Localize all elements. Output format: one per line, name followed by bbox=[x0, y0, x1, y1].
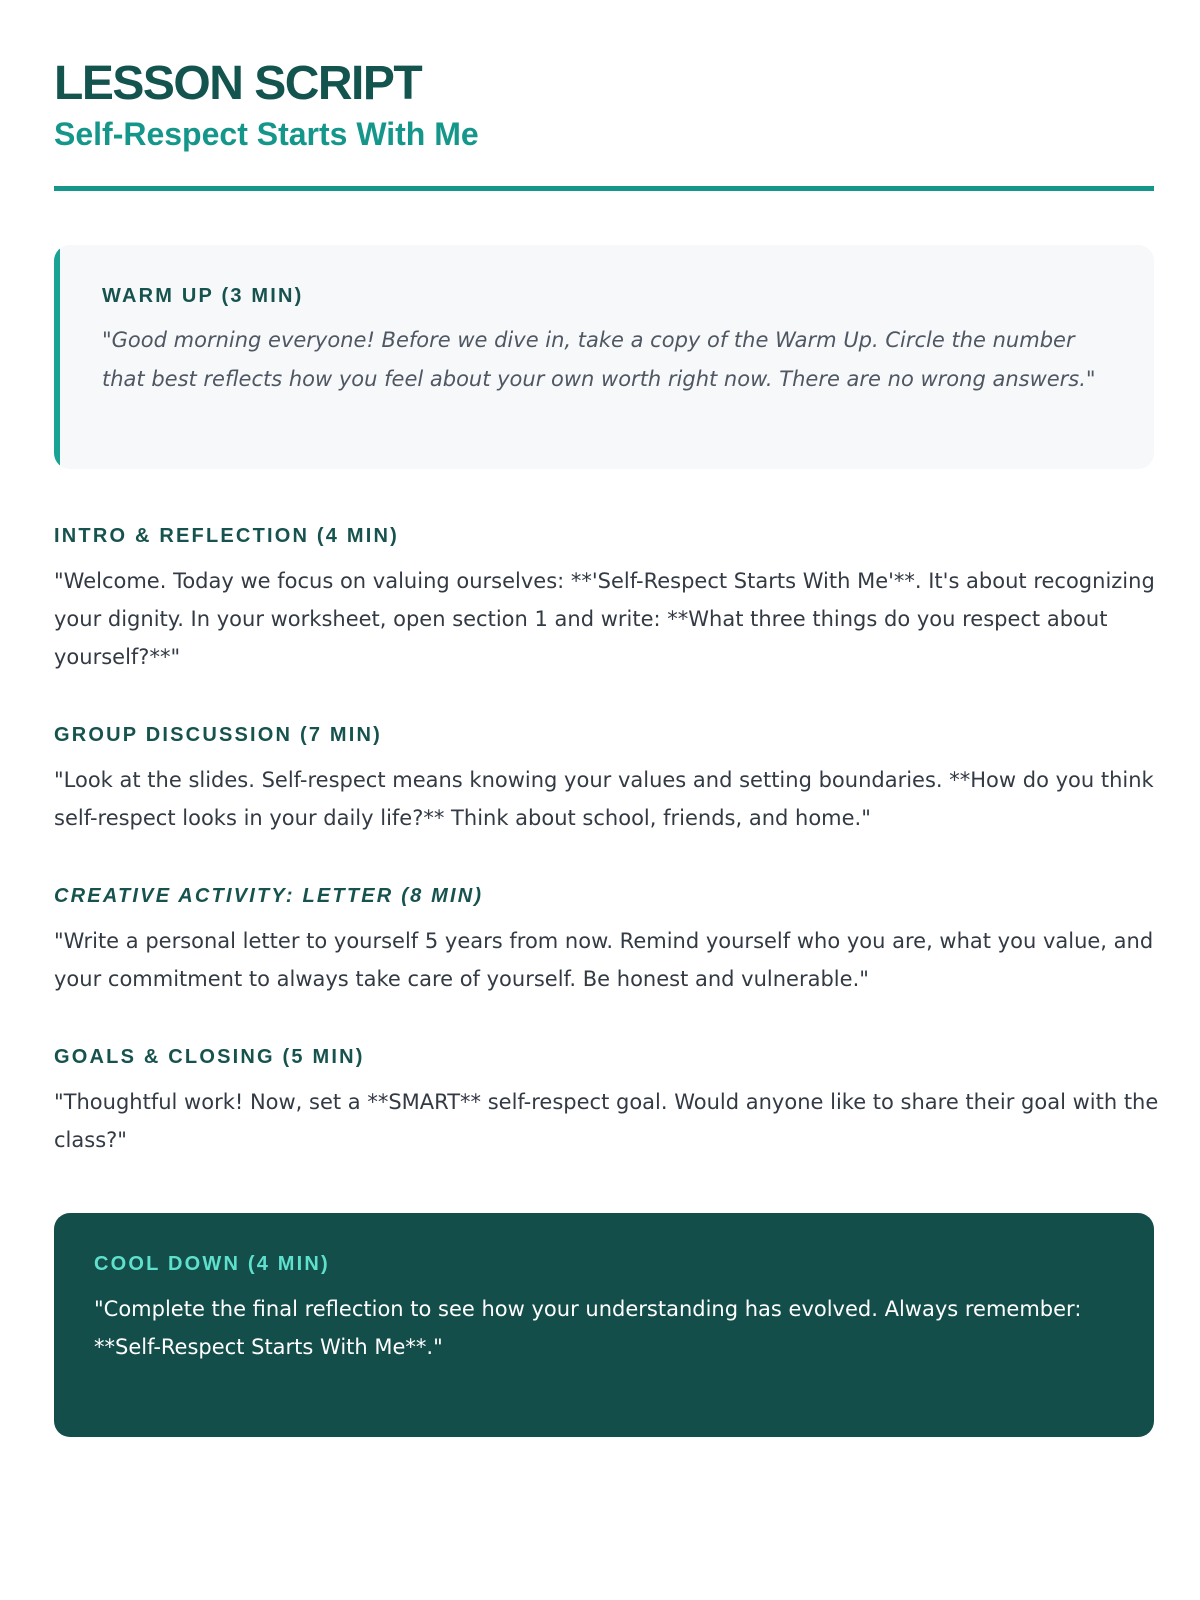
cool-down-heading: COOL DOWN (4 MIN) bbox=[94, 1253, 330, 1275]
group-discussion-section bbox=[54, 722, 1164, 837]
intro-reflection-section bbox=[54, 523, 1164, 676]
page-subtitle: Self-Respect Starts With Me bbox=[54, 116, 479, 152]
warm-up-card bbox=[54, 245, 1154, 469]
document-header bbox=[54, 54, 1154, 191]
group-discussion-text: "Look at the slides. Self-respect means knowing your values and setting boundaries. **How do you think self-respect looks in your daily life?** Think about school, friends, and home." bbox=[54, 768, 1154, 830]
creative-activity-text: "Write a personal letter to yourself 5 years from now. Remind yourself who you are, what you value, and your commitment to always take care of yourself. Be honest and vulnerable." bbox=[54, 929, 1154, 991]
page-title: LESSON SCRIPT bbox=[54, 57, 422, 110]
creative-activity-section bbox=[54, 883, 1164, 998]
cool-down-card bbox=[54, 1213, 1154, 1437]
creative-activity-heading: CREATIVE ACTIVITY: LETTER (8 MIN) bbox=[54, 885, 484, 907]
intro-reflection-heading: INTRO & REFLECTION (4 MIN) bbox=[54, 525, 399, 547]
warm-up-heading: WARM UP (3 MIN) bbox=[102, 285, 304, 307]
intro-reflection-text: "Welcome. Today we focus on valuing ourselves: **'Self-Respect Starts With Me'**. It's about recognizing your dignity. In your worksheet, open section 1 and write: **What three things do you respect about yourself?**" bbox=[54, 569, 1155, 669]
warm-up-text: "Good morning everyone! Before we dive in, take a copy of the Warm Up. Circle the number that best reflects how you feel about your own worth right now. There are no wrong answers." bbox=[102, 328, 1096, 391]
goals-closing-heading: GOALS & CLOSING (5 MIN) bbox=[54, 1046, 365, 1068]
header-divider bbox=[54, 186, 1154, 191]
warm-up-accent-bar bbox=[54, 245, 60, 469]
cool-down-text: "Complete the final reflection to see how your understanding has evolved. Always remember: **Self-Respect Starts With Me**." bbox=[94, 1297, 1082, 1359]
goals-closing-section bbox=[54, 1044, 1164, 1159]
goals-closing-text: "Thoughtful work! Now, set a **SMART** self-respect goal. Would anyone like to share their goal with the class?" bbox=[54, 1090, 1159, 1152]
group-discussion-heading: GROUP DISCUSSION (7 MIN) bbox=[54, 724, 383, 746]
